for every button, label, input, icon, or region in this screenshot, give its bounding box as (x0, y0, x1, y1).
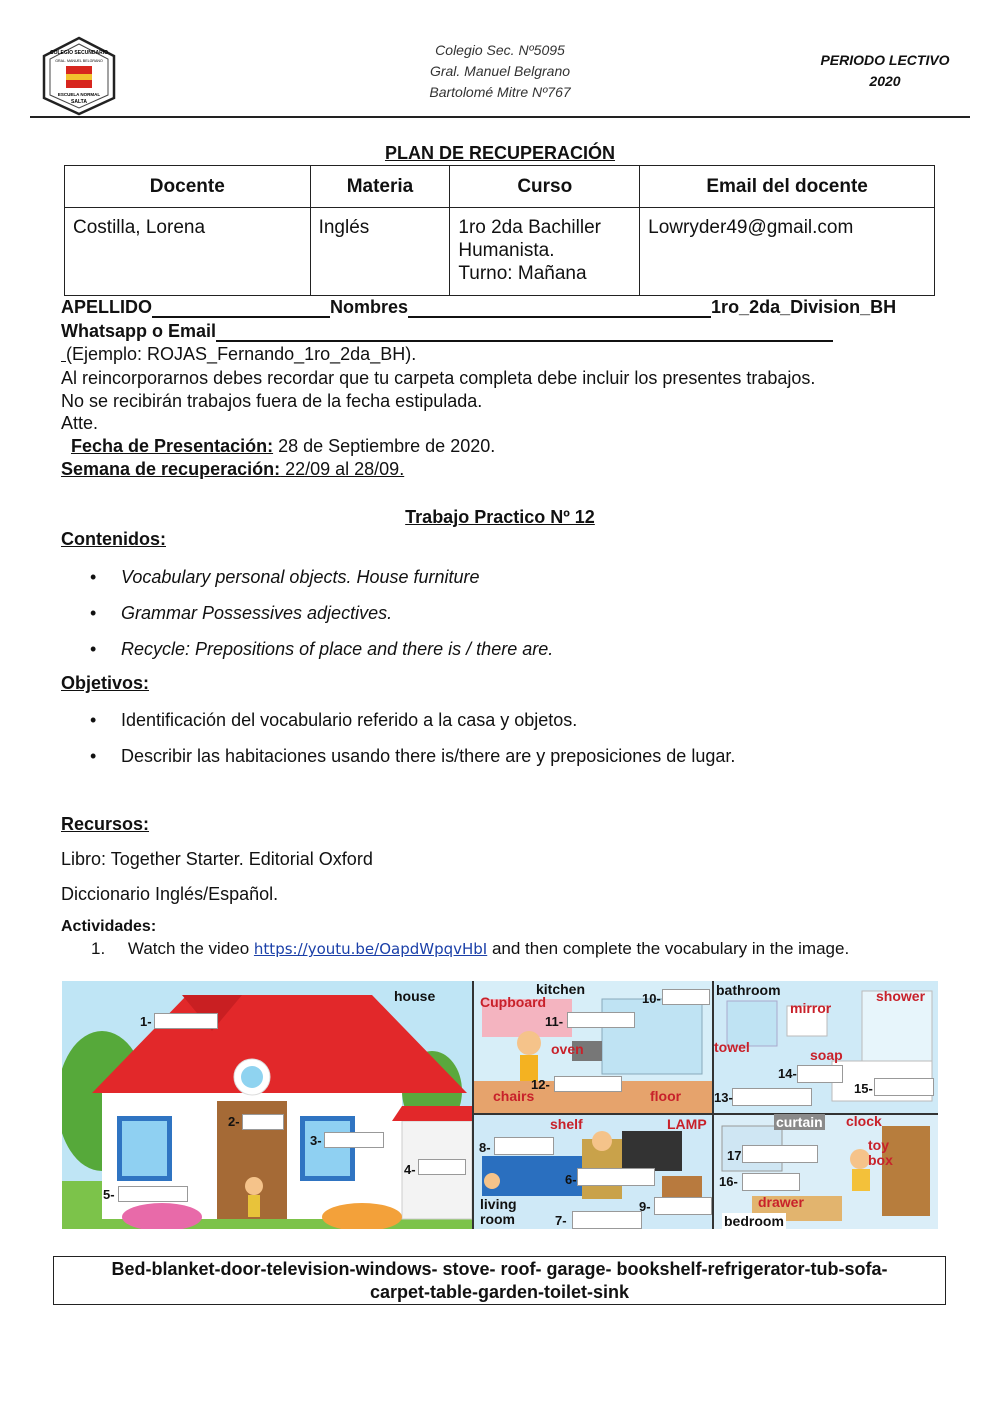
objetivos-list (90, 709, 735, 781)
label-soap: soap (810, 1047, 843, 1063)
student-name-line (61, 297, 939, 318)
fecha-line (71, 436, 495, 457)
answer-box-11[interactable] (567, 1012, 635, 1028)
school-logo (40, 36, 118, 116)
division-label: 1ro_2da_Division_BH (711, 297, 897, 317)
label-shower: shower (876, 988, 926, 1004)
header-docente: Docente (65, 166, 311, 208)
school-name: Colegio Sec. Nº5095 (435, 42, 565, 58)
answer-box-4[interactable] (418, 1159, 466, 1175)
plan-table-header (65, 166, 935, 208)
number-3: 3- (310, 1133, 322, 1148)
period-year: 2020 (869, 73, 901, 89)
activity-pre: Watch the video (127, 939, 254, 958)
word-bank (53, 1256, 946, 1305)
label-lamp: LAMP (667, 1116, 707, 1132)
actividades-label: Actividades: (61, 918, 157, 935)
number-5: 5- (103, 1187, 115, 1202)
number-13: 13- (714, 1090, 733, 1105)
answer-box-7[interactable] (572, 1211, 642, 1229)
recursos-label: Recursos: (61, 814, 150, 834)
number-9: 9- (639, 1199, 651, 1214)
plan-table (64, 165, 935, 296)
school-patron: Gral. Manuel Belgrano (429, 63, 571, 79)
cell-email: Lowryder49@gmail.com (640, 208, 935, 296)
label-room: room (480, 1211, 515, 1227)
activity-post: and then complete the vocabulary in the image. (487, 939, 850, 958)
label-drawer: drawer (758, 1194, 804, 1210)
number-6: 6- (565, 1172, 577, 1187)
answer-box-14[interactable] (797, 1065, 843, 1083)
contact-blank[interactable] (216, 340, 833, 342)
word-bank-line2: carpet-table-garden-toilet-sink (369, 1282, 630, 1302)
label-cupboard: Cupboard (480, 994, 547, 1010)
label-towel: towel (714, 1039, 750, 1055)
contenidos-label: Contenidos: (61, 529, 166, 549)
example-line (61, 344, 416, 365)
activity-number: 1. (91, 939, 106, 958)
answer-box-17[interactable] (742, 1145, 818, 1163)
atte-line: Atte. (61, 413, 99, 433)
cell-materia: Inglés (310, 208, 450, 296)
fecha-label: Fecha de Presentación: (71, 436, 274, 456)
list-item: • Recycle: Prepositions of place and there is / there are. (90, 638, 553, 674)
label-box: box (868, 1152, 893, 1168)
fecha-value: 28 de Septiembre de 2020. (273, 436, 496, 456)
video-link[interactable]: https://youtu.be/OapdWpqvHbI (253, 940, 488, 958)
list-item: • Vocabulary personal objects. House furniture (90, 566, 553, 602)
nombres-label: Nombres (330, 297, 409, 317)
label-bedroom: bedroom (724, 1213, 784, 1229)
label-toy: toy (868, 1137, 889, 1153)
cell-docente: Costilla, Lorena (65, 208, 311, 296)
semana-line (61, 459, 404, 480)
answer-box-15[interactable] (874, 1078, 934, 1096)
contenidos-list (90, 566, 553, 674)
answer-box-6[interactable] (577, 1168, 655, 1186)
plan-title: PLAN DE RECUPERACIÓN (384, 143, 616, 163)
curso-line3: Turno: Mañana (458, 263, 587, 284)
example-text: (Ejemplo: ROJAS_Fernando_1ro_2da_BH). (66, 344, 417, 364)
number-14: 14- (778, 1066, 797, 1081)
label-mirror: mirror (790, 1000, 832, 1016)
number-12: 12- (531, 1077, 550, 1092)
house-illustration (62, 981, 938, 1229)
list-item: • Describir las habitaciones usando there is/there are y preposiciones de lugar. (90, 745, 735, 781)
answer-box-2[interactable] (242, 1114, 284, 1130)
logo-text-bottom1: ESCUELA NORMAL (57, 92, 101, 97)
document-header (30, 24, 970, 118)
logo-text-mid: GRAL. MANUEL BELGRANO (55, 59, 103, 63)
number-4: 4- (404, 1162, 416, 1177)
tp-title: Trabajo Practico Nº 12 (405, 507, 595, 527)
period-info (810, 50, 960, 92)
list-item: • Grammar Possessives adjectives. (90, 602, 553, 638)
period-label: PERIODO LECTIVO (820, 52, 950, 68)
objetivos-label: Objetivos: (61, 673, 150, 693)
label-shelf: shelf (550, 1116, 583, 1132)
answer-box-8[interactable] (494, 1137, 554, 1155)
answer-box-3[interactable] (324, 1132, 384, 1148)
number-1: 1- (140, 1014, 152, 1029)
label-bathroom: bathroom (716, 982, 781, 998)
label-kitchen: kitchen (536, 981, 586, 997)
answer-box-9[interactable] (654, 1197, 712, 1215)
curso-line1: 1ro 2da Bachiller (458, 217, 601, 238)
list-item: • Identificación del vocabulario referido a la casa y objetos. (90, 709, 735, 745)
note-line2: No se recibirán trabajos fuera de la fecha estipulada. (61, 391, 483, 411)
school-info (360, 40, 640, 103)
number-7: 7- (555, 1213, 567, 1228)
answer-box-13[interactable] (732, 1088, 812, 1106)
answer-box-5[interactable] (118, 1186, 188, 1202)
number-8: 8- (479, 1140, 491, 1155)
label-living-room (480, 1197, 517, 1227)
logo-text-top: COLEGIO SECUNDARIO (49, 50, 109, 56)
activity-1 (91, 939, 849, 959)
apellido-blank[interactable] (152, 316, 330, 318)
label-house: house (394, 988, 436, 1004)
recurso-1: Libro: Together Starter. Editorial Oxford (61, 849, 373, 869)
contact-line (61, 321, 833, 342)
cell-curso (450, 208, 640, 296)
label-floor: floor (650, 1088, 682, 1104)
header-materia: Materia (310, 166, 450, 208)
label-chairs: chairs (493, 1088, 535, 1104)
word-bank-line1: Bed-blanket-door-television-windows- stove- roof- garage- bookshelf-refrigerator-tub-sofa- (111, 1259, 888, 1279)
curso-line2: Humanista. (458, 240, 555, 261)
label-toy-box (868, 1138, 893, 1168)
recurso-2: Diccionario Inglés/Español. (61, 884, 279, 904)
number-2: 2- (228, 1114, 240, 1129)
plan-table-row (65, 208, 935, 296)
number-11: 11- (545, 1014, 564, 1029)
number-16: 16- (719, 1174, 738, 1189)
note-line1: Al reincorporarnos debes recordar que tu carpeta completa debe incluir los presentes trabajos. (61, 368, 816, 388)
number-17: 17 (727, 1148, 742, 1163)
apellido-label: APELLIDO (61, 297, 153, 317)
semana-label: Semana de recuperación: (61, 459, 281, 479)
logo-text-bottom2: SALTA (71, 99, 87, 105)
label-clock: clock (846, 1113, 882, 1129)
header-email: Email del docente (640, 166, 935, 208)
number-10: 10- (642, 991, 661, 1006)
answer-box-12[interactable] (554, 1076, 622, 1092)
semana-value: 22/09 al 28/09. (280, 459, 405, 479)
nombres-blank[interactable] (408, 316, 711, 318)
answer-box-1[interactable] (154, 1013, 218, 1029)
label-living: living (480, 1196, 517, 1212)
contact-label: Whatsapp o Email (61, 321, 217, 341)
label-curtain: curtain (776, 1114, 823, 1130)
answer-box-16[interactable] (742, 1173, 800, 1191)
school-address: Bartolomé Mitre Nº767 (429, 84, 571, 100)
number-15: 15- (854, 1081, 873, 1096)
answer-box-10[interactable] (662, 989, 710, 1005)
label-oven: oven (551, 1041, 584, 1057)
header-curso: Curso (450, 166, 640, 208)
